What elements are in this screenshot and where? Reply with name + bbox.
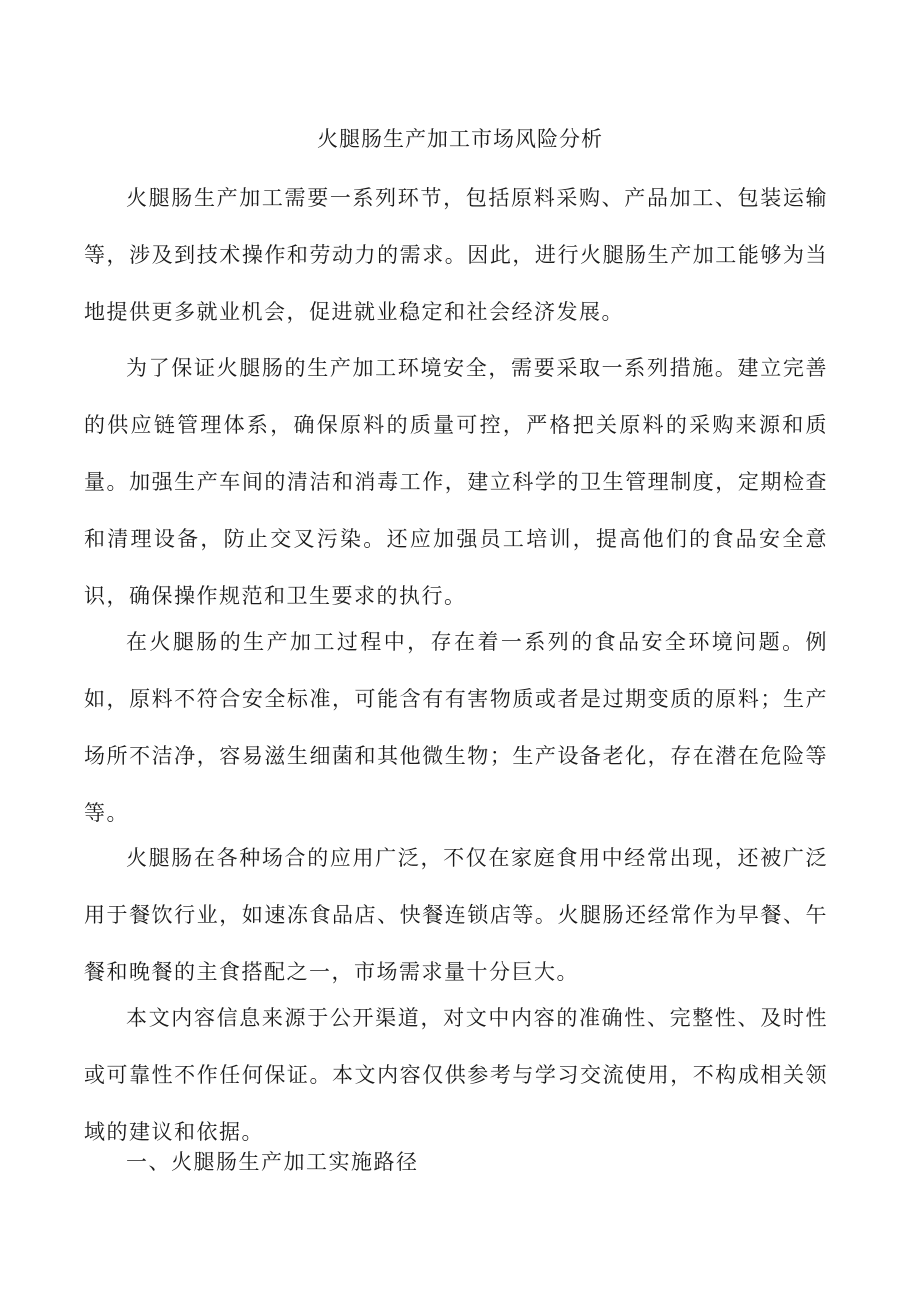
section-heading: 一、火腿肠生产加工实施路径	[126, 1150, 419, 1174]
paragraph-employment: 火腿肠生产加工需要一系列环节，包括原料采购、产品加工、包装运输等，涉及到技术操作和劳动力的需求。因此，进行火腿肠生产加工能够为当地提供更多就业机会，促进就业稳定和社会经济发展。	[84, 186, 828, 324]
document-title: 火腿肠生产加工市场风险分析	[317, 127, 603, 151]
paragraph-disclaimer: 本文内容信息来源于公开渠道，对文中内容的准确性、完整性、及时性或可靠性不作任何保证。本文内容仅供参考与学习交流使用，不构成相关领域的建议和依据。	[84, 1006, 828, 1144]
paragraph-safety-issues: 在火腿肠的生产加工过程中，存在着一系列的食品安全环境问题。例如，原料不符合安全标准，可能含有有害物质或者是过期变质的原料；生产场所不洁净，容易滋生细菌和其他微生物；生产设备老化，存在潜在危险等等。	[84, 630, 828, 825]
paragraph-market-demand: 火腿肠在各种场合的应用广泛，不仅在家庭食用中经常出现，还被广泛用于餐饮行业，如速冻食品店、快餐连锁店等。火腿肠还经常作为早餐、午餐和晚餐的主食搭配之一，市场需求量十分巨大。	[84, 846, 828, 984]
paragraph-safety-measures: 为了保证火腿肠的生产加工环境安全，需要采取一系列措施。建立完善的供应链管理体系，确保原料的质量可控，严格把关原料的采购来源和质量。加强生产车间的清洁和消毒工作，建立科学的卫生管理制度，定期检查和清理设备，防止交叉污染。还应加强员工培训，提高他们的食品安全意识，确保操作规范和卫生要求的执行。	[84, 356, 828, 608]
